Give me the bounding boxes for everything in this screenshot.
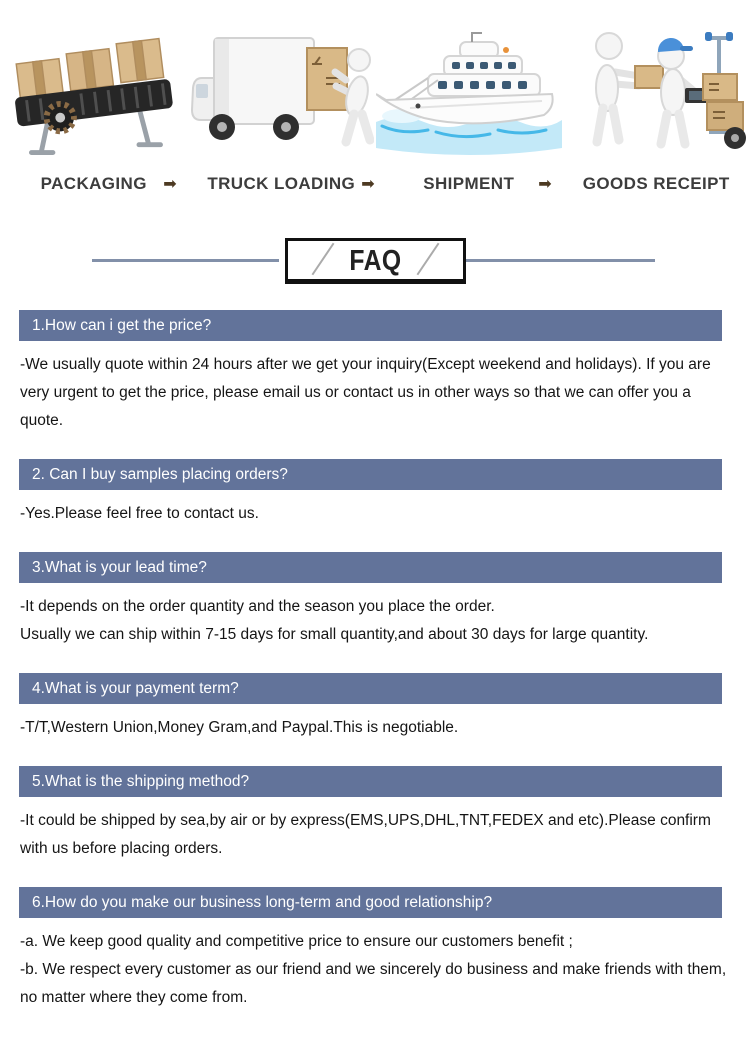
goods-receipt-image [563,14,750,164]
truck-loading-icon [188,14,374,164]
faq-answer [20,341,730,435]
faq-answer-paragraph: Usually we can ship within 7-15 days for small quantity,and about 30 days for large quantity. [20,626,649,643]
faq-title-box [285,238,466,284]
packaging-conveyor-icon [6,14,182,164]
goods-receipt-icon [563,14,749,164]
faq-answer [20,918,730,1012]
slash-decoration-icon [311,243,334,276]
faq-item [0,552,750,649]
divider-line-right [456,259,655,262]
faq-item [0,459,750,528]
arrow-right-icon: ➡ [538,174,552,193]
step-label-truck-loading: TRUCK LOADING [207,174,356,193]
process-images-row [0,6,750,164]
faq-answer [20,797,730,863]
shipment-image [375,14,563,164]
faq-item [0,887,750,1012]
faq-question-bar: 4.What is your payment term? [19,673,722,704]
arrow-right-icon: ➡ [163,174,177,193]
faq-answer [20,704,730,742]
faq-question-bar: 2. Can I buy samples placing orders? [19,459,722,490]
cargo-ship-icon [376,14,562,164]
faq-question-bar: 1.How can i get the price? [19,310,722,341]
step-label-packaging: PACKAGING [40,174,147,193]
step-label-shipment: SHIPMENT [423,174,515,193]
step-label-goods-receipt: GOODS RECEIPT [582,174,730,193]
faq-answer-paragraph: -a. We keep good quality and competitive price to ensure our customers benefit ; [20,933,573,950]
faq-item [0,766,750,863]
faq-answer-paragraph: -It could be shipped by sea,by air or by express(EMS,UPS,DHL,TNT,FEDEX and etc).Please confirm with us before placing orders. [20,812,711,857]
faq-answer-paragraph: -We usually quote within 24 hours after we get your inquiry(Except weekend and holidays). If you are very urgent to get the price, please email us or contact us in other ways so that we can offer you a quote. [20,356,711,429]
faq-answer-paragraph: -Yes.Please feel free to contact us. [20,505,259,522]
truck-loading-image [188,14,376,164]
faq-answer [20,490,730,528]
faq-answer-paragraph: -It depends on the order quantity and the season you place the order. [20,598,495,615]
faq-answer-paragraph: -b. We respect every customer as our friend and we sincerely do business and make friends with them, no matter where they come from. [20,961,727,1006]
shipping-process-section [0,0,750,196]
faq-list [0,310,750,1012]
arrow-right-icon: ➡ [361,174,375,193]
divider-line-left [92,259,279,262]
faq-answer-paragraph: -T/T,Western Union,Money Gram,and Paypal.This is negotiable. [20,719,459,736]
faq-title: FAQ [348,242,402,277]
process-labels-row [0,172,750,196]
faq-item [0,673,750,742]
faq-header [0,238,750,284]
faq-question-bar: 5.What is the shipping method? [19,766,722,797]
packaging-image [0,14,188,164]
faq-question-bar: 3.What is your lead time? [19,552,722,583]
faq-item [0,310,750,435]
faq-question-bar: 6.How do you make our business long-term and good relationship? [19,887,722,918]
slash-decoration-icon [416,243,439,276]
faq-answer [20,583,730,649]
